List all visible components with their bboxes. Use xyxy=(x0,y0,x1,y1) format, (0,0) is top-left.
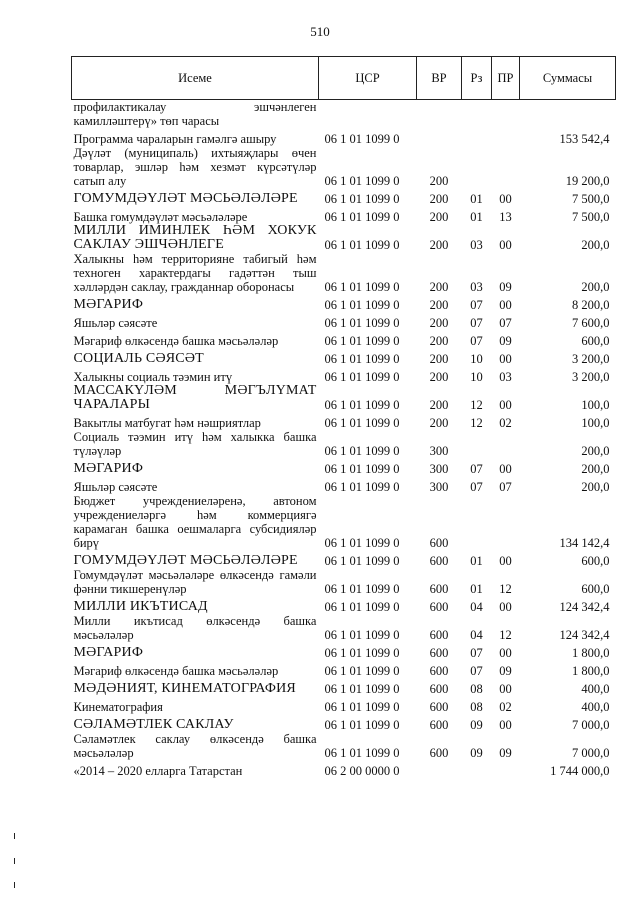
cell-pr xyxy=(492,128,520,146)
cell-csr: 06 1 01 1099 0 xyxy=(324,174,400,188)
cell-pr: 12 xyxy=(499,628,512,642)
cell-sum: 153 542,4 xyxy=(559,132,610,146)
cell-name: Милли икътисад өлкәсендә башка мәсьәләләр xyxy=(73,614,317,642)
cell-rz xyxy=(462,146,492,188)
column-header-rz: Рз xyxy=(462,57,492,100)
cell-vr: 200 xyxy=(429,210,449,224)
cell-vr: 200 xyxy=(429,334,449,348)
cell-pr: 07 xyxy=(499,480,512,494)
table-row xyxy=(72,312,616,330)
table-row xyxy=(72,348,616,366)
column-header-vr: ВР xyxy=(417,57,462,100)
cell-vr: 600 xyxy=(429,718,449,732)
table-row xyxy=(72,146,616,188)
cell-csr: 06 1 01 1099 0 xyxy=(324,416,400,430)
table-body xyxy=(72,100,616,779)
cell-csr: 06 1 01 1099 0 xyxy=(324,582,400,596)
cell-pr: 00 xyxy=(499,238,512,252)
cell-name: Гомумдәүләт мәсьәләләре өлкәсендә гамәли фәнни тикшеренүләр xyxy=(73,568,317,596)
cell-sum: 3 200,0 xyxy=(572,352,610,366)
cell-rz xyxy=(462,494,492,550)
cell-name: Сәламәтлек саклау өлкәсендә башка мәсьәләләр xyxy=(73,732,317,760)
table-row xyxy=(72,206,616,224)
cell-sum: 600,0 xyxy=(581,582,610,596)
cell-rz: 12 xyxy=(470,416,483,430)
table-row xyxy=(72,128,616,146)
cell-vr: 200 xyxy=(429,280,449,294)
cell-name: профилактикалау эшчәнлеген камилләштерү» төп чарасы xyxy=(73,100,317,128)
cell-vr: 200 xyxy=(429,416,449,430)
table-row xyxy=(72,568,616,596)
table-row xyxy=(72,366,616,384)
column-header-sum: Суммасы xyxy=(520,57,616,100)
cell-csr: 06 1 01 1099 0 xyxy=(324,600,400,614)
cell-csr: 06 1 01 1099 0 xyxy=(324,352,400,366)
cell-sum: 200,0 xyxy=(581,444,610,458)
cell-csr: 06 1 01 1099 0 xyxy=(324,398,400,412)
cell-rz: 04 xyxy=(470,600,483,614)
cell-rz: 08 xyxy=(470,700,483,714)
column-header-name: Исеме xyxy=(72,57,319,100)
cell-sum: 7 000,0 xyxy=(572,718,610,732)
cell-vr: 600 xyxy=(429,536,449,550)
cell-pr: 00 xyxy=(499,682,512,696)
cell-vr xyxy=(417,128,462,146)
cell-vr: 200 xyxy=(429,238,449,252)
cell-rz: 01 xyxy=(470,210,483,224)
table-row xyxy=(72,696,616,714)
cell-csr: 06 1 01 1099 0 xyxy=(324,316,400,330)
cell-pr: 07 xyxy=(499,316,512,330)
margin-mark xyxy=(14,858,15,864)
cell-vr: 600 xyxy=(429,628,449,642)
table-row xyxy=(72,458,616,476)
cell-vr: 200 xyxy=(429,316,449,330)
cell-vr xyxy=(417,100,462,129)
cell-rz: 07 xyxy=(470,664,483,678)
cell-pr xyxy=(492,100,520,129)
cell-rz: 01 xyxy=(470,192,483,206)
cell-csr: 06 1 01 1099 0 xyxy=(324,682,400,696)
cell-csr: 06 1 01 1099 0 xyxy=(324,554,400,568)
cell-name: «2014 – 2020 елларга Татарстан xyxy=(73,764,243,778)
cell-sum: 8 200,0 xyxy=(572,298,610,312)
cell-name: Яшьләр сәясәте xyxy=(73,480,158,494)
cell-csr: 06 1 01 1099 0 xyxy=(324,718,400,732)
cell-vr: 600 xyxy=(429,682,449,696)
table-row xyxy=(72,100,616,129)
cell-sum: 7 000,0 xyxy=(572,746,610,760)
cell-vr xyxy=(417,760,462,778)
cell-sum: 100,0 xyxy=(581,398,610,412)
cell-name: Бюджет учреждениеләренә, автоном учреждениеләргә һәм коммерциягә карамаган башка оешмаларга субсидияләр бирү xyxy=(73,494,317,550)
cell-csr: 06 1 01 1099 0 xyxy=(324,444,400,458)
cell-pr: 00 xyxy=(499,398,512,412)
cell-sum: 7 500,0 xyxy=(572,192,610,206)
cell-rz: 03 xyxy=(470,280,483,294)
cell-rz: 08 xyxy=(470,682,483,696)
cell-csr: 06 1 01 1099 0 xyxy=(324,746,400,760)
cell-pr: 00 xyxy=(499,646,512,660)
cell-name: Яшьләр сәясәте xyxy=(73,316,158,330)
cell-csr: 06 1 01 1099 0 xyxy=(324,210,400,224)
cell-csr: 06 1 01 1099 0 xyxy=(324,280,400,294)
table-row xyxy=(72,596,616,614)
cell-name: МИЛЛИ ИКЪТИСАД xyxy=(73,599,208,614)
cell-vr: 600 xyxy=(429,554,449,568)
cell-name: МАССАКҮЛӘМ МӘГЪЛҮМАТ ЧАРАЛАРЫ xyxy=(73,383,317,412)
cell-sum: 124 342,4 xyxy=(559,628,610,642)
cell-vr: 200 xyxy=(429,352,449,366)
table-row xyxy=(72,678,616,696)
cell-sum: 134 142,4 xyxy=(559,536,610,550)
cell-vr: 200 xyxy=(429,370,449,384)
cell-csr: 06 1 01 1099 0 xyxy=(324,238,400,252)
cell-name: МӘГАРИФ xyxy=(73,461,144,476)
cell-vr: 600 xyxy=(429,582,449,596)
cell-rz: 12 xyxy=(470,398,483,412)
cell-rz xyxy=(462,430,492,458)
cell-rz xyxy=(462,100,492,129)
table-row xyxy=(72,294,616,312)
cell-csr: 06 1 01 1099 0 xyxy=(324,370,400,384)
cell-name: ГОМУМДӘҮЛӘТ МӘСЬӘЛӘЛӘРЕ xyxy=(73,553,298,568)
cell-name: МИЛЛИ ИМИНЛЕК ҺӘМ ХОКУК САКЛАУ ЭШЧӘНЛЕГЕ xyxy=(73,223,317,252)
cell-sum: 600,0 xyxy=(581,334,610,348)
cell-pr: 03 xyxy=(499,370,512,384)
cell-sum: 400,0 xyxy=(581,700,610,714)
cell-rz xyxy=(462,760,492,778)
page-number: 510 xyxy=(310,24,330,39)
cell-csr: 06 1 01 1099 0 xyxy=(324,132,400,146)
table-row xyxy=(72,384,616,412)
cell-name: МӘГАРИФ xyxy=(73,645,144,660)
table-row xyxy=(72,614,616,642)
cell-name: Халыкны социаль тәэмин итү xyxy=(73,370,233,384)
cell-csr: 06 2 00 0000 0 xyxy=(324,764,400,778)
cell-csr xyxy=(319,100,417,129)
cell-rz: 07 xyxy=(470,480,483,494)
cell-csr: 06 1 01 1099 0 xyxy=(324,628,400,642)
cell-pr: 00 xyxy=(499,298,512,312)
cell-sum xyxy=(520,100,616,129)
cell-pr xyxy=(492,760,520,778)
cell-sum: 3 200,0 xyxy=(572,370,610,384)
cell-rz: 07 xyxy=(470,298,483,312)
table-row xyxy=(72,660,616,678)
cell-pr: 09 xyxy=(499,334,512,348)
cell-name: СОЦИАЛЬ СӘЯСӘТ xyxy=(73,351,204,366)
cell-pr xyxy=(492,430,520,458)
cell-vr: 200 xyxy=(429,192,449,206)
table-row xyxy=(72,732,616,760)
cell-vr: 600 xyxy=(429,600,449,614)
table-row xyxy=(72,330,616,348)
cell-sum: 600,0 xyxy=(581,554,610,568)
cell-rz: 03 xyxy=(470,238,483,252)
cell-name: Халыкны һәм территорияне табигый һәм техноген характердагы гадәттән тыш хәлләрдән саклау, гражданнар оборонасы xyxy=(73,252,317,294)
cell-name: МӘГАРИФ xyxy=(73,297,144,312)
margin-mark xyxy=(14,882,15,888)
cell-csr: 06 1 01 1099 0 xyxy=(324,334,400,348)
cell-rz xyxy=(462,128,492,146)
cell-rz: 07 xyxy=(470,462,483,476)
cell-rz: 09 xyxy=(470,746,483,760)
cell-rz: 04 xyxy=(470,628,483,642)
cell-rz: 09 xyxy=(470,718,483,732)
cell-rz: 10 xyxy=(470,370,483,384)
table-row xyxy=(72,412,616,430)
cell-name: Кинематография xyxy=(73,700,163,714)
table-row xyxy=(72,760,616,778)
cell-pr: 00 xyxy=(499,718,512,732)
cell-pr: 00 xyxy=(499,352,512,366)
cell-name: МӘДӘНИЯТ, КИНЕМАТОГРАФИЯ xyxy=(73,681,296,696)
cell-csr: 06 1 01 1099 0 xyxy=(324,700,400,714)
cell-csr: 06 1 01 1099 0 xyxy=(324,192,400,206)
cell-sum: 1 800,0 xyxy=(572,646,610,660)
cell-pr: 00 xyxy=(499,462,512,476)
cell-name: Башка гомумдәүләт мәсьәләләре xyxy=(73,210,248,224)
column-header-pr: ПР xyxy=(492,57,520,100)
cell-pr: 12 xyxy=(499,582,512,596)
cell-vr: 200 xyxy=(429,398,449,412)
cell-rz: 01 xyxy=(470,554,483,568)
cell-vr: 600 xyxy=(429,700,449,714)
cell-pr: 09 xyxy=(499,664,512,678)
cell-name: ГОМУМДӘҮЛӘТ МӘСЬӘЛӘЛӘРЕ xyxy=(73,191,298,206)
cell-pr: 09 xyxy=(499,746,512,760)
cell-name: Дәүләт (муниципаль) ихтыяҗлары өчен товарлар, эшләр һәм хезмәт күрсәтүләр сатып алу xyxy=(73,146,317,188)
cell-rz: 07 xyxy=(470,646,483,660)
table-row xyxy=(72,494,616,550)
table-row xyxy=(72,642,616,660)
cell-rz: 10 xyxy=(470,352,483,366)
cell-name: Мәгариф өлкәсендә башка мәсьәләләр xyxy=(73,664,279,678)
margin-mark xyxy=(14,833,15,839)
cell-vr: 600 xyxy=(429,746,449,760)
cell-name: Программа чараларын гамәлгә ашыру xyxy=(73,132,277,146)
cell-sum: 7 600,0 xyxy=(572,316,610,330)
cell-csr: 06 1 01 1099 0 xyxy=(324,462,400,476)
cell-csr: 06 1 01 1099 0 xyxy=(324,536,400,550)
table-row xyxy=(72,476,616,494)
cell-sum: 200,0 xyxy=(581,280,610,294)
cell-sum: 1 744 000,0 xyxy=(550,764,610,778)
cell-sum: 100,0 xyxy=(581,416,610,430)
table-row xyxy=(72,224,616,252)
table-row xyxy=(72,714,616,732)
cell-name: СӘЛАМӘТЛЕК САКЛАУ xyxy=(73,717,234,732)
cell-name: Мәгариф өлкәсендә башка мәсьәләләр xyxy=(73,334,279,348)
cell-pr: 13 xyxy=(499,210,512,224)
cell-vr: 300 xyxy=(429,462,449,476)
table-row xyxy=(72,188,616,206)
cell-name: Социаль тәэмин итү һәм халыкка башка түләүләр xyxy=(73,430,317,458)
cell-sum: 7 500,0 xyxy=(572,210,610,224)
cell-rz: 01 xyxy=(470,582,483,596)
cell-vr: 300 xyxy=(429,480,449,494)
budget-table xyxy=(71,56,616,778)
cell-sum: 124 342,4 xyxy=(559,600,610,614)
cell-pr: 00 xyxy=(499,554,512,568)
cell-pr xyxy=(492,146,520,188)
cell-csr: 06 1 01 1099 0 xyxy=(324,480,400,494)
cell-name: Вакытлы матбугат һәм нәшриятлар xyxy=(73,416,261,430)
cell-pr: 02 xyxy=(499,700,512,714)
cell-rz: 07 xyxy=(470,316,483,330)
cell-csr: 06 1 01 1099 0 xyxy=(324,298,400,312)
cell-rz: 07 xyxy=(470,334,483,348)
cell-sum: 200,0 xyxy=(581,462,610,476)
cell-pr: 09 xyxy=(499,280,512,294)
cell-csr: 06 1 01 1099 0 xyxy=(324,664,400,678)
column-header-csr: ЦСР xyxy=(319,57,417,100)
cell-sum: 19 200,0 xyxy=(565,174,610,188)
cell-csr: 06 1 01 1099 0 xyxy=(324,646,400,660)
table-row xyxy=(72,550,616,568)
cell-sum: 1 800,0 xyxy=(572,664,610,678)
cell-pr: 02 xyxy=(499,416,512,430)
cell-pr: 00 xyxy=(499,600,512,614)
cell-vr: 600 xyxy=(429,646,449,660)
table-row xyxy=(72,430,616,458)
cell-pr xyxy=(492,494,520,550)
cell-pr: 00 xyxy=(499,192,512,206)
cell-sum: 200,0 xyxy=(581,480,610,494)
cell-vr: 300 xyxy=(429,444,449,458)
cell-vr: 200 xyxy=(429,298,449,312)
cell-vr: 200 xyxy=(429,174,449,188)
cell-sum: 400,0 xyxy=(581,682,610,696)
cell-vr: 600 xyxy=(429,664,449,678)
table-row xyxy=(72,252,616,294)
cell-sum: 200,0 xyxy=(581,238,610,252)
table-header xyxy=(72,57,616,100)
